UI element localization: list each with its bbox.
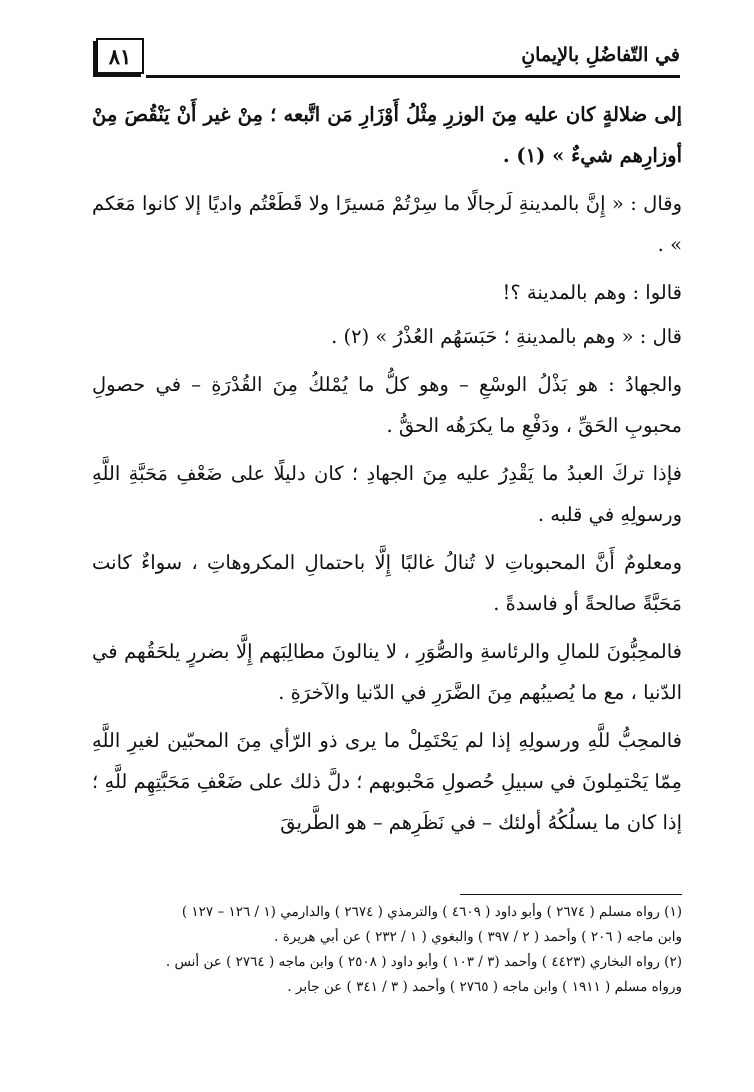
page-header — [96, 38, 680, 80]
main-text — [92, 94, 682, 850]
paragraph-7: ومعلومٌ أَنَّ المحبوباتِ لا تُنالُ غالبًا إِلَّا باحتمالِ المكروهاتِ ، سواءٌ كانت مَحَبَّةً صالحةً أو فاسدةً . — [92, 551, 682, 615]
footnote-1-line-1: (١) رواه مسلم ( ٢٦٧٤ ) وأبو داود ( ٤٦٠٩ ) والترمذي ( ٢٦٧٤ ) والدارمي (١ / ١٢٦ – ١٢٧ ) — [181, 904, 682, 920]
paragraph-1: إلى ضلالةٍ كان عليه مِنَ الوزرِ مِثْلُ أَوْزَارِ مَن اتَّبعه ؛ مِنْ غير أَنْ يَنْقُصَ مِنْ أوزارِهم شيءٌ » (١) . — [92, 103, 682, 167]
footnote-1-line-2: وابن ماجه ( ٢٠٦ ) وأحمد ( ٢ / ٣٩٧ ) والبغوي ( ١ / ٢٣٢ ) عن أبي هريرة . — [274, 929, 682, 945]
footnote-rule — [460, 894, 682, 895]
paragraph-2: وقال : « إِنَّ بالمدينةِ لَرجالًا ما سِرْتُمْ مَسيرًا ولا قَطَعْتُم واديًا إلا كانوا مَعَكم » . — [92, 192, 682, 256]
footnote-2-line-1: (٢) رواه البخاري (٤٤٢٣ ) وأحمد (٣ / ١٠٣ ) وأبو داود ( ٢٥٠٨ ) وابن ماجه ( ٢٧٦٤ ) عن أنس . — [165, 954, 682, 970]
footnotes — [80, 900, 682, 1000]
footnote-2-line-2: ورواه مسلم ( ١٩١١ ) وابن ماجه ( ٢٧٦٥ ) وأحمد ( ٣ / ٣٤١ ) عن جابر . — [287, 979, 682, 995]
paragraph-9: فالمحِبُّ للَّهِ ورسولِهِ إذا لم يَحْتَمِلْ ما يرى ذو الرّأي مِنَ المحبّين لغيرِ اللَّهِ مِمّا يَحْتمِلونَ في سبيلِ حُصولِ مَحْبوبهم ؛ دلَّ ذلك على ضَعْفِ مَحَبَّتِهِم للَّهِ ؛ إذا كان ما يسلُكُهُ أولئك – في نَظَرِهم – هو الطَّريقَ — [92, 729, 682, 834]
page-number — [96, 38, 144, 74]
header-rule — [146, 75, 680, 78]
paragraph-4: قال : « وهم بالمدينةِ ؛ حَبَسَهُم العُذْرُ » (٢) . — [331, 325, 682, 348]
running-title: في التّفاضُلِ بالإيمانِ — [521, 44, 680, 66]
paragraph-6: فإذا تركَ العبدُ ما يَقْدِرُ عليه مِنَ الجهادِ ؛ كان دليلًا على ضَعْفِ مَحَبَّةِ اللَّهِ ورسولِهِ في قلبه . — [92, 462, 682, 526]
paragraph-5: والجهادُ : هو بَذْلُ الوسْعِ – وهو كلُّ ما يُمْلكُ مِنَ القُدْرَةِ – في حصولِ محبوبِ الحَقِّ ، ودَفْعِ ما يكرَهُه الحقُّ . — [92, 373, 682, 437]
paragraph-3: قالوا : وهم بالمدينة ؟! — [502, 281, 682, 304]
paragraph-8: فالمحِبُّونَ للمالِ والرئاسةِ والصُّوَرِ ، لا ينالونَ مطالِبَهم إِلَّا بضررٍ يلحَقُهم في الدّنيا ، مع ما يُصيبُهم مِنَ الضَّرَرِ في الدّنيا والآخرَةِ . — [92, 640, 682, 704]
page-number-text: ٨١ — [108, 43, 132, 69]
